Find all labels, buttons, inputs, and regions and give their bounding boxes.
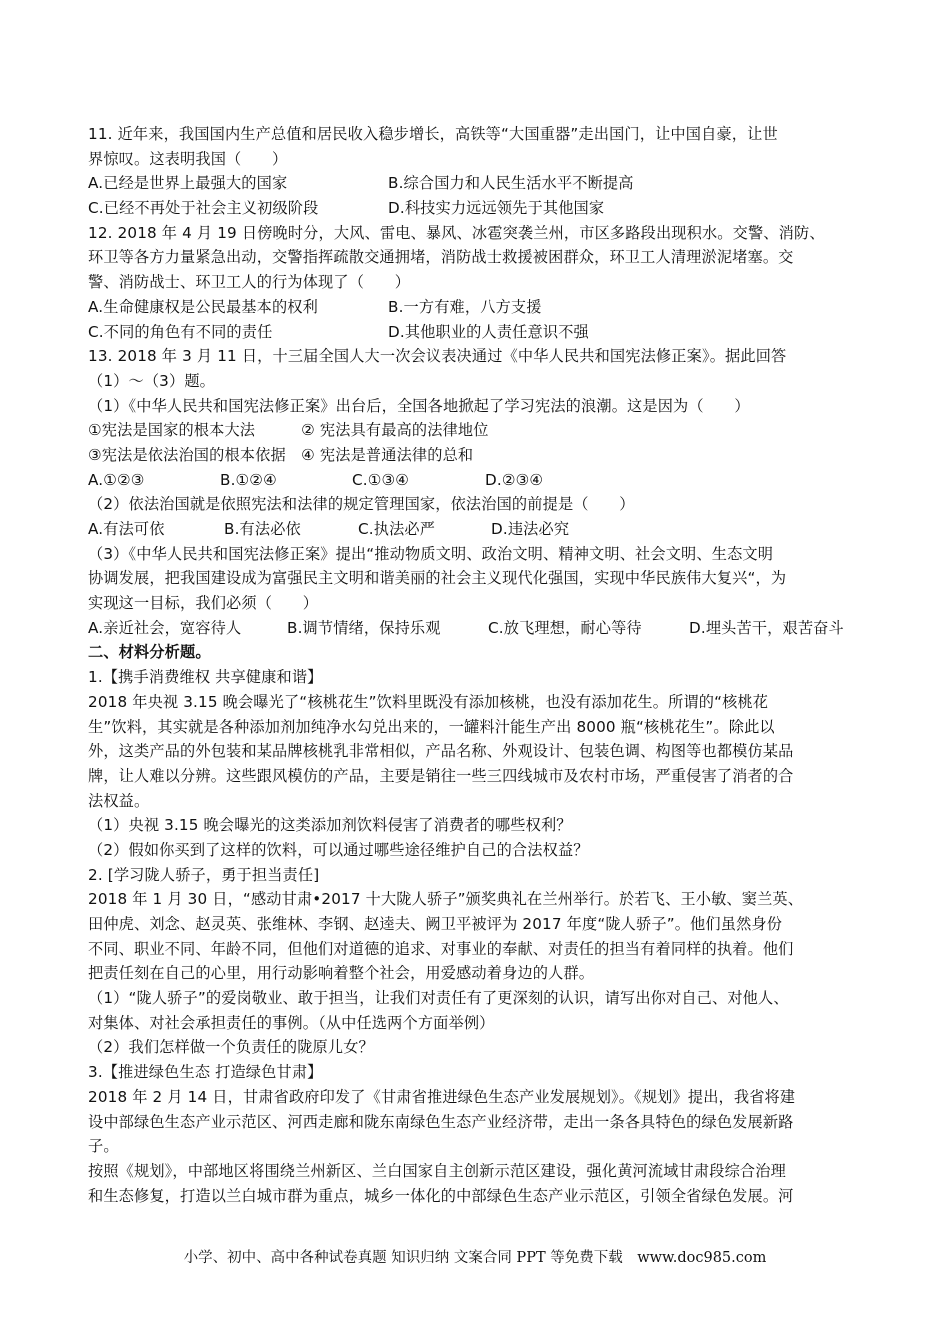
q12-option-a: A.生命健康权是公民最基本的权利: [88, 297, 318, 316]
q13-sub3-line2: 协调发展，把我国建设成为富强民主文明和谐美丽的社会主义现代化强国，实现中华民族伟大复兴“，为: [88, 569, 787, 588]
material1-line3: 外，这类产品的外包装和某品牌核桃乳非常相似，产品名称、外观设计、包装色调、构图等也都模仿某品: [88, 742, 794, 761]
q12-option-c: C.不同的角色有不同的责任: [88, 322, 273, 341]
q11-stem-line2: 界惊叹。这表明我国（ ）: [88, 149, 288, 168]
q12-options-row1: [88, 295, 868, 320]
q13-sub1-item1: ①宪法是国家的根本大法 ② 宪法具有最高的法律地位: [88, 421, 489, 440]
material2-line4: 把责任刻在自己的心里，用行动影响着整个社会，用爱感动着身边的人群。: [88, 964, 595, 983]
q13-sub1-option-c: C.①③④: [352, 470, 410, 489]
q13-stem-line1: 13. 2018 年 3 月 11 日，十三届全国人大一次会议表决通过《中华人民共和国宪法修正案》。据此回答: [88, 347, 787, 366]
q13-stem-line2: （1）～（3）题。: [88, 371, 215, 390]
q12-stem-line1: 12. 2018 年 4 月 19 日傍晚时分，大风、雷电、暴风、冰雹突袭兰州，市区多路段出现积水。交警、消防、: [88, 223, 825, 242]
page-footer: 小学、初中、高中各种试卷真题 知识归纳 文案合同 PPT 等免费下载 www.doc985.com: [183, 1250, 767, 1266]
material1-line1: 2018 年央视 3.15 晚会曝光了“核桃花生”饮料里既没有添加核桃，也没有添加花生。所谓的“核桃花: [88, 692, 769, 711]
q13-sub3-option-c: C.放飞理想，耐心等待: [488, 618, 642, 637]
q11-option-a: A.已经是世界上最强大的国家: [88, 174, 288, 193]
material3-line4: 按照《规划》，中部地区将围绕兰州新区、兰白国家自主创新示范区建设，强化黄河流域甘肃段综合治理: [88, 1161, 786, 1180]
q13-sub1-options: [88, 468, 868, 493]
q12-stem-line3: 警、消防战士、环卫工人的行为体现了（ ）: [88, 273, 411, 292]
q13-sub1-option-d: D.②③④: [485, 470, 544, 489]
material2-line3: 不同、职业不同、年龄不同，但他们对道德的追求、对事业的奉献、对责任的担当有着同样的执着。他们: [88, 939, 794, 958]
material3-line2: 设中部绿色生态产业示范区、河西走廊和陇东南绿色生态产业经济带，走出一条各具特色的绿色发展新路: [88, 1112, 794, 1131]
q13-sub2-options: [88, 517, 868, 542]
q13-sub2-option-a: A.有法可依: [88, 520, 165, 538]
material1-question1: （1）央视 3.15 晚会曝光的这类添加剂饮料侵害了消费者的哪些权利？: [88, 816, 572, 835]
material2-question2: （2）我们怎样做一个负责任的陇原儿女？: [88, 1038, 374, 1057]
material2-line2: 田仲虎、刘念、赵灵英、张维林、李钢、赵逵夫、阙卫平被评为 2017 年度“陇人骄子”。他们虽然身份: [88, 915, 783, 933]
q13-sub1-stem: （1）《中华人民共和国宪法修正案》出台后，全国各地掀起了学习宪法的浪潮。这是因为（ ）: [88, 396, 750, 415]
q11-options-row1: [88, 171, 868, 196]
section2-heading: 二、材料分析题。: [88, 643, 211, 662]
material2-line1: 2018 年 1 月 30 日，“感动甘肃•2017 十大陇人骄子”颁奖典礼在兰州举行。於若飞、王小敏、窦兰英、: [88, 890, 804, 909]
q13-sub3-option-a: A.亲近社会，宽容待人: [88, 618, 242, 637]
material1-question2: （2）假如你买到了这样的饮料，可以通过哪些途径维护自己的合法权益？: [88, 840, 589, 859]
q13-sub3-line1: （3）《中华人民共和国宪法修正案》提出“推动物质文明、政治文明、精神文明、社会文明、生态文明: [88, 544, 774, 563]
material3-line3: 子。: [88, 1137, 119, 1156]
material2-question1-line2: 对集体、对社会承担责任的事例。（从中任选两个方面举例）: [88, 1013, 495, 1032]
q13-sub3-option-d: D.埋头苦干，艰苦奋斗: [689, 618, 844, 637]
material3-line1: 2018 年 2 月 14 日，甘肃省政府印发了《甘肃省推进绿色生态产业发展规划》。《规划》提出，我省将建: [88, 1087, 796, 1106]
q13-sub1-option-a: A.①②③: [88, 470, 145, 489]
q13-sub3-option-b: B.调节情绪，保持乐观: [287, 618, 441, 637]
q13-sub2-option-d: D.违法必究: [491, 520, 570, 538]
q11-stem-line1: 11. 近年来，我国国内生产总值和居民收入稳步增长，高铁等“大国重器”走出国门，让中国自豪，让世: [88, 125, 778, 143]
q12-option-b: B.一方有难，八方支援: [388, 297, 542, 316]
q13-sub3-options: [88, 616, 868, 641]
q13-sub2-stem: （2）依法治国就是依照宪法和法律的规定管理国家，依法治国的前提是（ ）: [88, 495, 635, 514]
material3-title: 3.【推进绿色生态 打造绿色甘肃】: [88, 1063, 323, 1082]
q13-sub1-item2: ③宪法是依法治国的根本依据 ④ 宪法是普通法律的总和: [88, 445, 474, 464]
q13-sub2-option-c: C.执法必严: [358, 520, 436, 538]
q11-option-b: B.综合国力和人民生活水平不断提高: [388, 174, 634, 193]
material1-title: 1.【携手消费维权 共享健康和谐】: [88, 668, 323, 687]
q12-stem-line2: 环卫等各方力量紧急出动，交警指挥疏散交通拥堵，消防战士救援被困群众，环卫工人清理淤泥堵塞。交: [88, 248, 794, 267]
q11-option-d: D.科技实力远远领先于其他国家: [388, 199, 605, 218]
q11-options-row2: [88, 196, 868, 221]
q13-sub1-option-b: B.①②④: [220, 470, 277, 489]
material1-line2: 生”饮料，其实就是各种添加剂加纯净水勾兑出来的，一罐料汁能生产出 8000 瓶“核桃花生”。除此以: [88, 717, 775, 736]
material1-line5: 法权益。: [88, 791, 150, 810]
document-page: [88, 122, 868, 1208]
q11-option-c: C.已经不再处于社会主义初级阶段: [88, 199, 319, 218]
material1-line4: 牌，让人难以分辨。这些跟风模仿的产品，主要是销往一些三四线城市及农村市场，严重侵害了消者的合: [88, 766, 794, 785]
q12-option-d: D.其他职业的人责任意识不强: [388, 322, 589, 341]
q13-sub2-option-b: B.有法必依: [224, 520, 301, 538]
material3-line5: 和生态修复，打造以兰白城市群为重点，城乡一体化的中部绿色生态产业示范区，引领全省绿色发展。河: [88, 1186, 794, 1205]
material2-title: 2. [学习陇人骄子，勇于担当责任]: [88, 865, 320, 884]
material2-question1-line1: （1）“陇人骄子”的爱岗敬业、敢于担当，让我们对责任有了更深刻的认识，请写出你对自己、对他人、: [88, 989, 789, 1008]
q13-sub3-line3: 实现这一目标，我们必须（ ）: [88, 594, 319, 613]
q12-options-row2: [88, 320, 868, 345]
